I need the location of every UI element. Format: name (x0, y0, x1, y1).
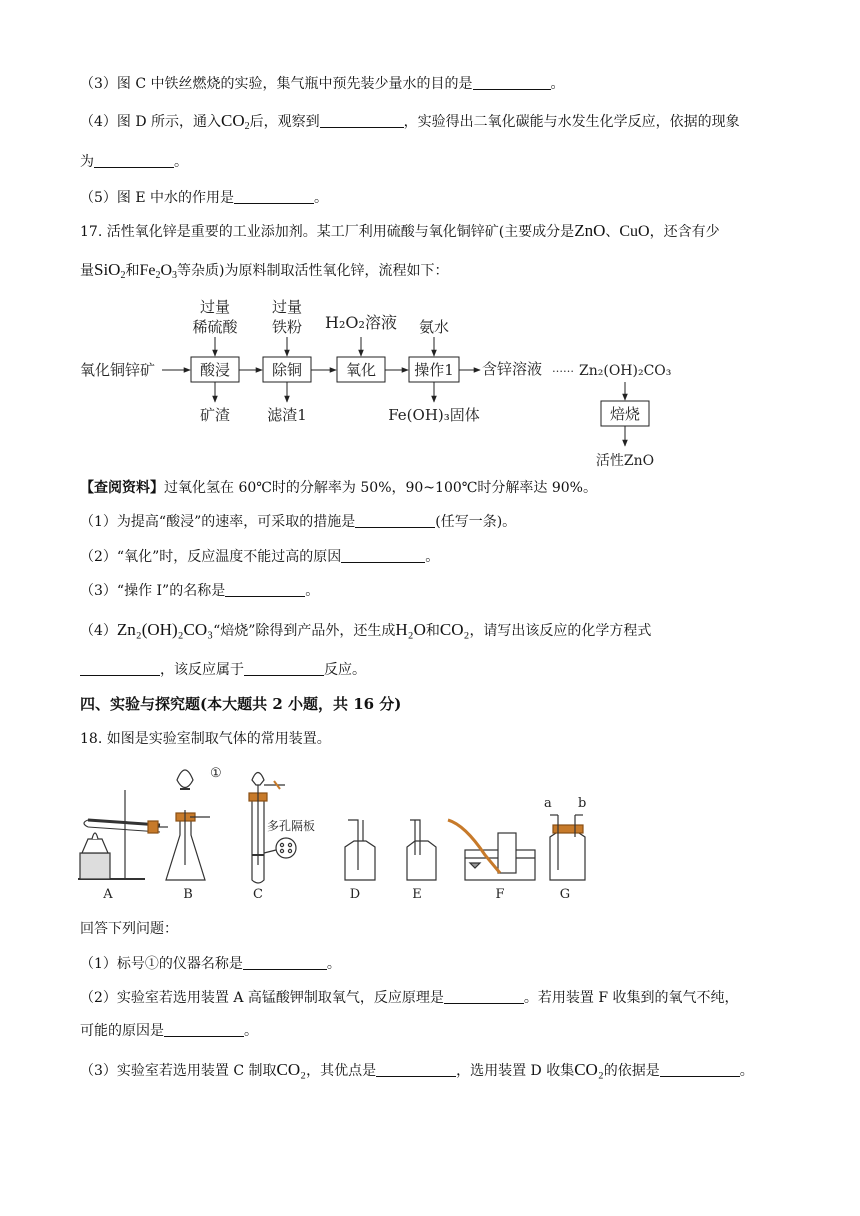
apparatus-d (345, 820, 375, 880)
answer-blank[interactable] (355, 513, 435, 528)
apparatus-figure (70, 755, 630, 905)
answer-blank[interactable] (473, 75, 551, 90)
apparatus-b (166, 770, 210, 880)
step-operation-1: 操作1 (414, 361, 454, 379)
answer-blank[interactable] (660, 1062, 740, 1077)
q18-part1: （1）标号①的仪器名称是 。 (80, 956, 341, 972)
section-heading: 四、实验与探究题(本大题共 2 小题，共 16 分) (80, 695, 402, 713)
reference-info: 【查阅资料】过氧化氢在 60℃时的分解率为 50%，90~100℃时分解率达 90%。 (80, 480, 597, 496)
reagent-3: H₂O₂溶液 (325, 313, 397, 332)
reagent-2b: 铁粉 (271, 318, 303, 336)
step-oxidize: 氧化 (345, 361, 377, 379)
answer-blank[interactable] (444, 989, 524, 1004)
q18-part2: （2）实验室若选用装置 A 高锰酸钾制取氧气，反应原理是 。若用装置 F 收集到的氧气不纯， (80, 990, 739, 1006)
step-calcine: 焙烧 (609, 405, 641, 423)
intermediate-formula: Zn₂(OH)₂CO₃ (579, 363, 672, 379)
marker-label: ① (210, 766, 222, 781)
answer-blank[interactable] (341, 548, 425, 563)
apparatus-g (550, 815, 585, 880)
reagent-2a: 过量 (271, 298, 303, 316)
q18-part3: （3）实验室若选用装置 C 制取CO₂，其优点是 ，选用装置 D 收集CO₂的依据是 。 (80, 1060, 754, 1079)
waste-iron-hydroxide: Fe(OH)₃固体 (388, 406, 480, 424)
answer-blank[interactable] (320, 113, 404, 128)
q17-intro-line1: 17. 活性氧化锌是重要的工业添加剂。某工厂利用硫酸与氧化铜锌矿(主要成分是ZnO、CuO，还含有少 (80, 221, 720, 240)
port-b-label: b (578, 796, 587, 811)
q16-part5: （5）图 E 中水的作用是 。 (80, 190, 329, 206)
q18-intro: 18. 如图是实验室制取气体的常用装置。 (80, 731, 331, 747)
answer-blank[interactable] (164, 1022, 244, 1037)
answer-prompt: 回答下列问题： (80, 921, 178, 937)
q16-part4: （4）图 D 所示，通入$CO_2$后，观察到 ，实验得出二氧化碳能与水发生化学反应，依据的现象 (80, 111, 740, 132)
label-e: E (412, 887, 422, 902)
reagent-1b: 稀硫酸 (192, 318, 238, 336)
q17-part4-cont: ，该反应属于 反应。 (80, 659, 800, 681)
answer-blank[interactable] (234, 189, 314, 204)
step-acid-leach: 酸浸 (199, 361, 231, 379)
co2-formula: $CO_2$ (221, 111, 250, 132)
port-a-label: a (544, 796, 552, 811)
answer-blank[interactable] (94, 153, 174, 168)
q17-intro-line2: 量SiO$_2$和$Fe_2O_3$等杂质)为原料制取活性氧化锌，流程如下： (80, 260, 449, 281)
label-d: D (349, 887, 361, 902)
step-remove-copper: 除铜 (271, 361, 303, 379)
apparatus-e (407, 820, 436, 880)
label-f: F (495, 887, 505, 902)
label-g: G (559, 887, 571, 902)
q17-part4: （4）Zn₂(OH)₂CO₃“焙烧”除得到产品外，还生成H₂O和CO₂，请写出该反应的化学方程式 (80, 620, 652, 639)
q16-part4-cont: 为 。 (80, 154, 188, 170)
porous-plate-label: 多孔隔板 (267, 819, 316, 833)
zinc-solution: 含锌溶液 (482, 360, 543, 378)
q17-part3: （3）“操作 I”的名称是 。 (80, 583, 320, 599)
label-c: C (253, 887, 263, 902)
flow-start: 氧化铜锌矿 (80, 361, 156, 379)
reagent-4: 氨水 (418, 318, 450, 336)
flow-dots: …… (552, 362, 574, 375)
label-a: A (103, 887, 113, 902)
q16-part3: （3）图 C 中铁丝燃烧的实验，集气瓶中预先装少量水的目的是 。 (80, 76, 565, 92)
answer-blank[interactable] (244, 661, 324, 676)
answer-blank[interactable] (243, 955, 327, 970)
apparatus-f (448, 820, 535, 880)
q17-part1: （1）为提高“酸浸”的速率，可采取的措施是 (任写一条)。 (80, 514, 517, 530)
product-zno: 活性ZnO (595, 453, 655, 469)
apparatus-a (78, 790, 168, 879)
waste-filter-residue: 滤渣1 (267, 406, 307, 424)
waste-ore-slag: 矿渣 (199, 406, 231, 424)
q17-part2: （2）“氧化”时，反应温度不能过高的原因 。 (80, 549, 440, 565)
answer-blank[interactable] (80, 661, 160, 676)
label-b: B (183, 887, 193, 902)
q18-part2-cont: 可能的原因是 。 (80, 1023, 258, 1039)
process-flowchart (0, 290, 860, 480)
answer-blank[interactable] (225, 582, 305, 597)
answer-blank[interactable] (376, 1062, 456, 1077)
reagent-1a: 过量 (199, 298, 231, 316)
